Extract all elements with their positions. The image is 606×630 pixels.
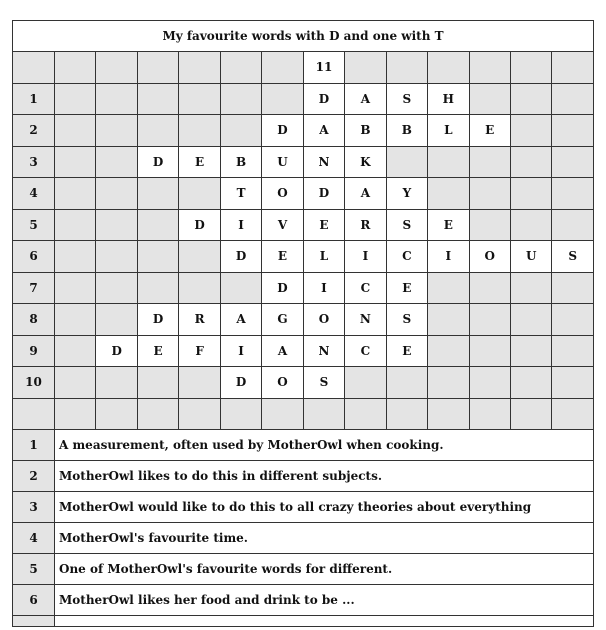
- letter-cell: D: [96, 335, 137, 367]
- letter-cell: A: [345, 178, 386, 210]
- grid-cell: [13, 398, 55, 430]
- letter-cell: S: [386, 304, 427, 336]
- letter-cell: G: [262, 304, 303, 336]
- grid-cell: [552, 178, 594, 210]
- grid-cell: [303, 398, 344, 430]
- letter-cell: D: [137, 304, 178, 336]
- grid-cell: [428, 52, 469, 84]
- letter-cell: D: [303, 178, 344, 210]
- grid-header-row: [13, 52, 594, 84]
- row-number: 2: [13, 115, 55, 147]
- grid-cell: [428, 304, 469, 336]
- grid-cell: [510, 115, 551, 147]
- grid-cell: [510, 178, 551, 210]
- clue-row: [13, 554, 594, 585]
- letter-cell: D: [220, 367, 261, 399]
- grid-cell: [96, 52, 137, 84]
- grid-cell: [552, 335, 594, 367]
- letter-cell: O: [262, 367, 303, 399]
- grid-cell: [96, 398, 137, 430]
- letter-cell: I: [220, 335, 261, 367]
- grid-cell: [510, 304, 551, 336]
- grid-cell: [428, 178, 469, 210]
- letter-cell: L: [428, 115, 469, 147]
- clue-row: [13, 492, 594, 523]
- grid-cell: [220, 115, 261, 147]
- grid-cell: [552, 83, 594, 115]
- row-number: 9: [13, 335, 55, 367]
- grid-row: [13, 367, 594, 399]
- clue-row: [13, 585, 594, 616]
- grid-cell: [428, 398, 469, 430]
- grid-cell: [510, 52, 551, 84]
- grid-cell: [510, 398, 551, 430]
- letter-cell: E: [262, 241, 303, 273]
- grid-cell: [55, 83, 96, 115]
- row-number: 5: [13, 209, 55, 241]
- grid-cell: [262, 398, 303, 430]
- letter-cell: A: [345, 83, 386, 115]
- letter-cell: O: [262, 178, 303, 210]
- letter-cell: C: [345, 335, 386, 367]
- grid-cell: [469, 146, 510, 178]
- grid-cell: [428, 367, 469, 399]
- grid-cell: [96, 272, 137, 304]
- grid-cell: [510, 272, 551, 304]
- title-row: [13, 21, 594, 52]
- letter-cell: V: [262, 209, 303, 241]
- row-number: 1: [13, 83, 55, 115]
- crossword-sheet: [12, 20, 593, 627]
- row-number: 3: [13, 146, 55, 178]
- grid-cell: [469, 335, 510, 367]
- grid-cell: [137, 83, 178, 115]
- clue-number: 6: [13, 585, 55, 616]
- clue-row: [13, 430, 594, 461]
- letter-cell: E: [386, 272, 427, 304]
- grid-cell: [137, 398, 178, 430]
- grid-cell: [469, 398, 510, 430]
- grid-cell: [96, 304, 137, 336]
- grid-row: [13, 272, 594, 304]
- letter-cell: U: [262, 146, 303, 178]
- letter-cell: D: [303, 83, 344, 115]
- grid-cell: [345, 398, 386, 430]
- row-number: 8: [13, 304, 55, 336]
- letter-cell: S: [386, 83, 427, 115]
- letter-cell: D: [179, 209, 220, 241]
- grid-cell: [262, 83, 303, 115]
- letter-cell: T: [220, 178, 261, 210]
- grid-cell: [345, 52, 386, 84]
- grid-row: [13, 335, 594, 367]
- grid-cell: [137, 178, 178, 210]
- letter-cell: E: [469, 115, 510, 147]
- letter-cell: E: [137, 335, 178, 367]
- letter-cell: E: [303, 209, 344, 241]
- grid-cell: [55, 398, 96, 430]
- grid-row: [13, 304, 594, 336]
- clue-text: A measurement, often used by MotherOwl when cooking.: [55, 430, 594, 461]
- letter-cell: H: [428, 83, 469, 115]
- grid-cell: [179, 272, 220, 304]
- grid-cell: [510, 209, 551, 241]
- letter-cell: A: [220, 304, 261, 336]
- grid-row: [13, 178, 594, 210]
- letter-cell: S: [303, 367, 344, 399]
- grid-row: [13, 83, 594, 115]
- letter-cell: S: [386, 209, 427, 241]
- grid-cell: [510, 83, 551, 115]
- letter-cell: D: [262, 115, 303, 147]
- grid-cell: [386, 146, 427, 178]
- grid-row: [13, 146, 594, 178]
- grid-cell: [386, 52, 427, 84]
- letter-cell: F: [179, 335, 220, 367]
- grid-cell: [137, 241, 178, 273]
- grid-cell: [552, 272, 594, 304]
- grid-cell: [96, 241, 137, 273]
- grid-cell: [386, 398, 427, 430]
- clue-number: 4: [13, 523, 55, 554]
- letter-cell: D: [262, 272, 303, 304]
- grid-cell: [469, 52, 510, 84]
- grid-cell: [55, 146, 96, 178]
- grid-cell: [55, 367, 96, 399]
- crossword-table: [12, 20, 594, 627]
- grid-row: [13, 209, 594, 241]
- grid-cell: [137, 367, 178, 399]
- grid-cell: [469, 83, 510, 115]
- row-number: 4: [13, 178, 55, 210]
- grid-cell: [552, 209, 594, 241]
- grid-cell: [96, 209, 137, 241]
- grid-cell: [55, 209, 96, 241]
- grid-cell: [179, 178, 220, 210]
- letter-cell: E: [386, 335, 427, 367]
- letter-cell: C: [345, 272, 386, 304]
- clue-number: 5: [13, 554, 55, 585]
- clue-row: [13, 523, 594, 554]
- grid-cell: [179, 52, 220, 84]
- grid-cell: [386, 367, 427, 399]
- grid-cell: [179, 241, 220, 273]
- grid-cell: [96, 83, 137, 115]
- grid-cell: [552, 367, 594, 399]
- grid-cell: [510, 367, 551, 399]
- grid-row: [13, 241, 594, 273]
- grid-cell: [137, 52, 178, 84]
- grid-cell: [96, 146, 137, 178]
- letter-cell: R: [345, 209, 386, 241]
- grid-cell: [13, 52, 55, 84]
- clue-text: MotherOwl likes her food and drink to be ...: [55, 585, 594, 616]
- grid-cell: [96, 178, 137, 210]
- letter-cell: B: [345, 115, 386, 147]
- letter-cell: U: [510, 241, 551, 273]
- grid-cell: [469, 209, 510, 241]
- letter-cell: A: [303, 115, 344, 147]
- grid-cell: [96, 367, 137, 399]
- column-11-label: 11: [303, 52, 344, 84]
- grid-cell: [469, 272, 510, 304]
- clue-text: One of MotherOwl's favourite words for different.: [55, 554, 594, 585]
- grid-cell: [55, 335, 96, 367]
- grid-cell: [469, 304, 510, 336]
- grid-cell: [55, 178, 96, 210]
- grid-cell: [220, 83, 261, 115]
- grid-cell: [137, 209, 178, 241]
- grid-cell: [428, 335, 469, 367]
- clue-number: [13, 616, 55, 627]
- letter-cell: K: [345, 146, 386, 178]
- grid-cell: [55, 52, 96, 84]
- clue-number: 2: [13, 461, 55, 492]
- grid-cell: [220, 52, 261, 84]
- grid-cell: [552, 52, 594, 84]
- clue-text: MotherOwl's favourite time.: [55, 523, 594, 554]
- grid-cell: [510, 146, 551, 178]
- letter-cell: O: [303, 304, 344, 336]
- grid-cell: [220, 398, 261, 430]
- clue-row-partial: [13, 616, 594, 627]
- grid-cell: [55, 241, 96, 273]
- grid-cell: [55, 304, 96, 336]
- letter-cell: C: [386, 241, 427, 273]
- grid-cell: [179, 398, 220, 430]
- clue-number: 3: [13, 492, 55, 523]
- clue-text: MotherOwl likes to do this in different subjects.: [55, 461, 594, 492]
- grid-row: [13, 115, 594, 147]
- grid-cell: [220, 272, 261, 304]
- letter-cell: D: [137, 146, 178, 178]
- grid-cell: [179, 115, 220, 147]
- letter-cell: B: [220, 146, 261, 178]
- grid-cell: [428, 146, 469, 178]
- letter-cell: E: [428, 209, 469, 241]
- letter-cell: N: [303, 335, 344, 367]
- row-number: 10: [13, 367, 55, 399]
- letter-cell: R: [179, 304, 220, 336]
- puzzle-title: My favourite words with D and one with T: [13, 21, 594, 52]
- clue-text: [55, 616, 594, 627]
- clue-text: MotherOwl would like to do this to all crazy theories about everything: [55, 492, 594, 523]
- grid-cell: [179, 83, 220, 115]
- letter-cell: Y: [386, 178, 427, 210]
- grid-cell: [552, 146, 594, 178]
- row-number: 6: [13, 241, 55, 273]
- grid-cell: [510, 335, 551, 367]
- grid-empty-row: [13, 398, 594, 430]
- letter-cell: I: [428, 241, 469, 273]
- letter-cell: A: [262, 335, 303, 367]
- letter-cell: S: [552, 241, 594, 273]
- letter-cell: I: [303, 272, 344, 304]
- grid-cell: [55, 272, 96, 304]
- letter-cell: O: [469, 241, 510, 273]
- grid-cell: [262, 52, 303, 84]
- grid-cell: [96, 115, 137, 147]
- letter-cell: L: [303, 241, 344, 273]
- letter-cell: I: [345, 241, 386, 273]
- letter-cell: N: [303, 146, 344, 178]
- row-number: 7: [13, 272, 55, 304]
- grid-cell: [137, 115, 178, 147]
- grid-cell: [469, 367, 510, 399]
- letter-cell: I: [220, 209, 261, 241]
- letter-cell: N: [345, 304, 386, 336]
- letter-cell: B: [386, 115, 427, 147]
- grid-cell: [469, 178, 510, 210]
- letter-cell: E: [179, 146, 220, 178]
- grid-cell: [179, 367, 220, 399]
- clue-row: [13, 461, 594, 492]
- grid-cell: [55, 115, 96, 147]
- grid-cell: [428, 272, 469, 304]
- clue-number: 1: [13, 430, 55, 461]
- grid-cell: [552, 115, 594, 147]
- letter-cell: D: [220, 241, 261, 273]
- grid-cell: [552, 398, 594, 430]
- grid-cell: [552, 304, 594, 336]
- grid-cell: [345, 367, 386, 399]
- grid-cell: [137, 272, 178, 304]
